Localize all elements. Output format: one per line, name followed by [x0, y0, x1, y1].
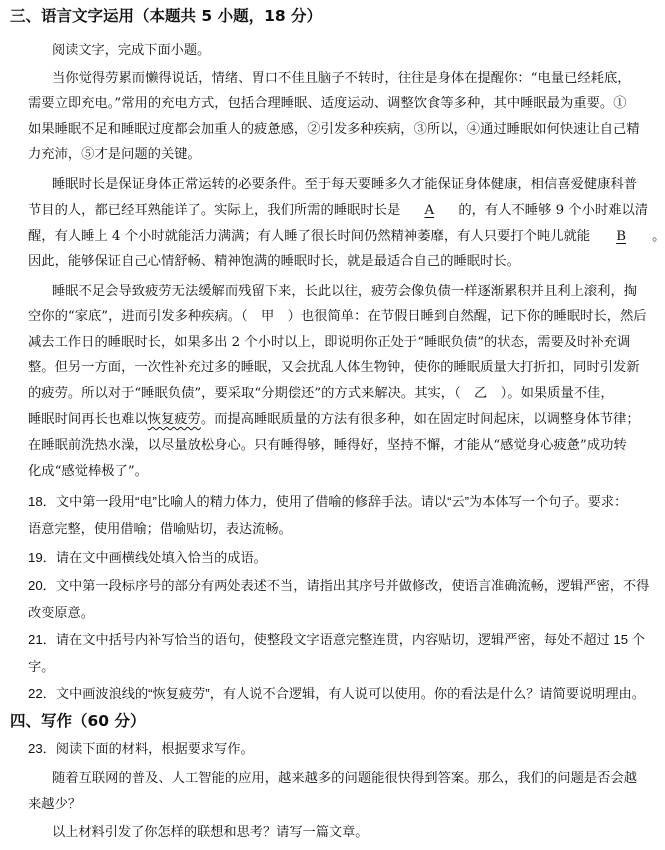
passage-p3-line4: 整。但另一方面，一次性补充过多的睡眠，又会扰乱人体生物钟，使你的睡眠质量大打折扣，同时引发新 — [28, 360, 640, 375]
question-21-line1: 21．请在文中括号内补写恰当的语句，使整段文字语意完整连贯，内容贴切，逻辑严密，每处不超过 15 个 — [28, 632, 645, 647]
passage-p2-line3 — [28, 225, 665, 244]
passage-text: 。 — [652, 229, 665, 244]
passage-p2-line2 — [28, 199, 649, 218]
question-19: 19．请在文中画横线处填入恰当的成语。 — [28, 550, 267, 565]
passage-p1-line2: 需要立即充电。”常用的充电方式，包括合理睡眠、适度运动、调整饮食等多种，其中睡眠最为重要。① — [28, 96, 627, 111]
passage-p3-line2: 空你的“家底”，进而引发多种疾病。（ 甲 ）也很简单：在节假日睡到自然醒，记下你的睡眠时长，然后 — [28, 309, 647, 324]
question-20-line1: 20．文中第一段标序号的部分有两处表述不当，请指出其序号并做修改，使语言准确流畅，逻辑严密，不得 — [28, 578, 650, 593]
passage-p2-line4: 因此，能够保证自己心情舒畅、精神饱满的睡眠时长，就是最适合自己的睡眠时长。 — [28, 254, 520, 269]
passage-text: 节目的人，都已经耳熟能详了。实际上，我们所需的睡眠时长是 — [28, 203, 401, 218]
passage-p3-line3: 减去工作日的睡眠时长，如果多出 2 个小时以上，即说明你正处于“睡眠负债”的状态，需要及时补充调 — [28, 335, 631, 350]
question-23: 23．阅读下面的材料，根据要求写作。 — [28, 741, 254, 756]
passage-p3-line5: 的疲劳。所以对于“睡眠负债”，要采取“分期偿还”的方式来解决。其实，（ 乙 ）。如果质量不佳， — [28, 386, 614, 401]
passage-p3-line7: 在睡眠前洗热水澡，以尽量放松身心。只有睡得够，睡得好，坚持不懈，才能从“感觉身心疲惫”成功转 — [28, 438, 627, 453]
passage-p1-line1: 当你觉得劳累而懒得说话，情绪、胃口不佳且脑子不转时，往往是身体在提醒你：“电量已经耗底， — [52, 71, 631, 86]
question-18-line2: 语意完整，使用借喻；借喻贴切，表达流畅。 — [28, 521, 292, 536]
passage-p3-line1: 睡眠不足会导致疲劳无法缓解而残留下来，长此以往，疲劳会像负债一样逐渐累积并且利上滚利，掏 — [52, 284, 638, 299]
section-4-title: 四、写作（60 分） — [10, 712, 146, 730]
question-22: 22．文中画波浪线的“恢复疲劳”，有人说不合逻辑，有人说可以使用。你的看法是什么？请简要说明理由。 — [28, 686, 645, 701]
passage-p1-line4: 力充沛，⑤才是问题的关键。 — [28, 147, 201, 162]
question-18-line1: 18．文中第一段用“电”比喻人的精力体力，使用了借喻的修辞手法。请以“云”为本体写一个句子。要求： — [28, 494, 628, 509]
question-21-line2: 字。 — [28, 659, 55, 674]
writing-prompt: 以上材料引发了你怎样的联想和思考？请写一篇文章。 — [52, 824, 369, 839]
passage-p3-line6 — [28, 408, 640, 427]
passage-p3-line8: 化成“感觉棒极了”。 — [28, 464, 148, 479]
reading-instruction: 阅读文字，完成下面小题。 — [52, 42, 211, 57]
blank-b: B — [616, 229, 626, 244]
passage-p2-line1: 睡眠时长是保证身体正常运转的必要条件。至于每天要睡多久才能保证身体健康，相信喜爱健康科普 — [52, 177, 638, 192]
question-20-line2: 改变原意。 — [28, 605, 94, 620]
blank-a: A — [424, 203, 435, 218]
passage-text: 的，有人不睡够 9 个小时难以清 — [458, 203, 649, 218]
passage-p1-line3: 如果睡眠不足和睡眠过度都会加重人的疲惫感，②引发多种疾病，③所以，④通过睡眠如何快速让自己精 — [28, 122, 640, 137]
section-3-title: 三、语言文字运用（本题共 5 小题，18 分） — [10, 7, 323, 25]
material-line1: 随着互联网的普及、人工智能的应用，越来越多的问题能很快得到答案。那么，我们的问题是否会越 — [52, 771, 638, 786]
passage-text: 。而提高睡眠质量的方法有很多种，如在固定时间起床，以调整身体节律； — [200, 412, 640, 427]
passage-text: 醒，有人睡上 4 个小时就能活力满满；有人睡了很长时间仍然精神萎靡，有人只要打个盹儿就能 — [28, 229, 591, 244]
wavy-underlined-phrase: 恢复疲劳 — [147, 412, 201, 427]
material-line2: 来越少？ — [28, 797, 82, 812]
passage-text: 睡眠时间再长也难以 — [28, 412, 148, 427]
